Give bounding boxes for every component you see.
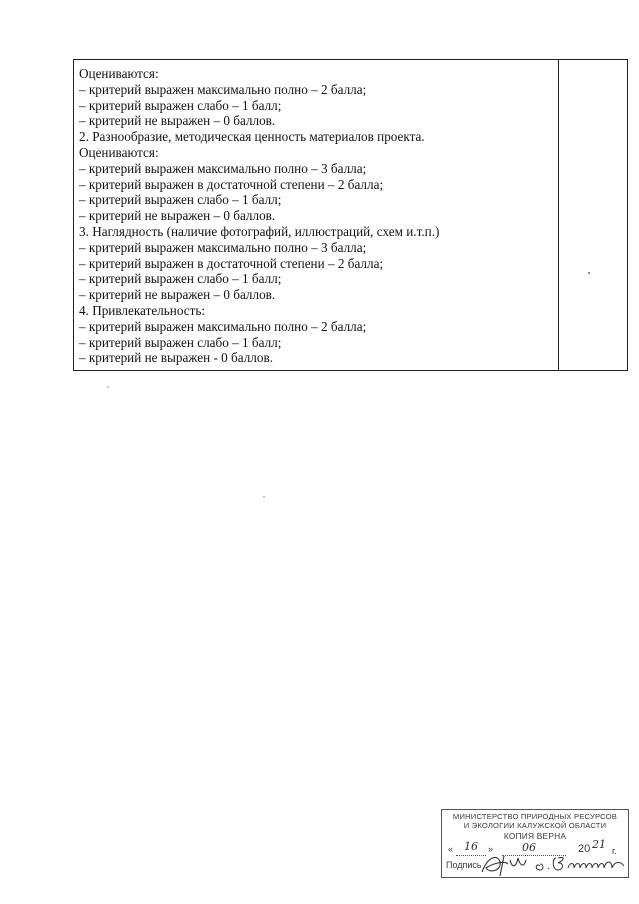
criteria-line: Оцениваются: [79, 66, 159, 81]
criteria-line: – критерий выражен максимально полно – 3 балла; [79, 239, 367, 255]
scan-speck [263, 496, 265, 498]
stamp-region-line: И ЭКОЛОГИИ КАЛУЖСКОЙ ОБЛАСТИ [463, 821, 607, 830]
handwritten-signature [478, 850, 628, 878]
stamp-year-suffix: 21 [592, 838, 606, 851]
scan-speck [588, 272, 590, 274]
criteria-line: – критерий выражен слабо – 1 балл; [79, 271, 282, 287]
stamp-quote-close: » [488, 844, 494, 854]
criteria-line: – критерий не выражен – 0 баллов. [79, 287, 276, 303]
score-cell [559, 60, 627, 370]
stamp-day: 16 [464, 840, 478, 853]
criteria-line: – критерий выражен слабо – 1 балл; [79, 334, 282, 350]
criteria-line: 2. Разнообразие, методическая ценность материалов проекта. [79, 129, 425, 145]
criteria-line: – критерий выражен слабо – 1 балл; [79, 192, 282, 208]
criteria-line: – критерий выражен максимально полно – 2 балла; [79, 318, 367, 334]
criteria-line: 3. Наглядность (наличие фотографий, иллюстраций, схем и.т.п.) [79, 223, 440, 239]
criteria-line: – критерий выражен в достаточной степени – 2 балла; [79, 255, 384, 271]
certified-copy-stamp [441, 809, 629, 878]
criteria-line: – критерий не выражен – 0 баллов. [79, 113, 276, 129]
criteria-cell [74, 60, 559, 370]
criteria-table [73, 59, 628, 371]
criteria-line: – критерий не выражен – 0 баллов. [79, 208, 276, 224]
scan-speck [107, 386, 109, 388]
criteria-line: – критерий выражен в достаточной степени – 2 балла; [79, 176, 384, 192]
criteria-line: – критерий выражен максимально полно – 3 балла; [79, 160, 367, 176]
stamp-copy-line: КОПИЯ ВЕРНА [503, 831, 567, 841]
stamp-ministry-line: МИНИСТЕРСТВО ПРИРОДНЫХ РЕСУРСОВ [452, 812, 618, 821]
stamp-sign-label: Подпись [446, 860, 482, 870]
criteria-line: – критерий выражен максимально полно – 2 балла; [79, 81, 367, 97]
criteria-line: – критерий не выражен - 0 баллов. [79, 350, 273, 366]
stamp-month: 06 [522, 841, 536, 854]
criteria-line: – критерий выражен слабо – 1 балл; [79, 97, 282, 113]
stamp-quote-open: « [448, 844, 454, 854]
criteria-line: 4. Привлекательность: [79, 302, 206, 318]
stamp-year-prefix: 20 [578, 843, 591, 855]
stamp-year-unit: г. [612, 846, 617, 856]
criteria-line: Оцениваются: [79, 144, 159, 160]
